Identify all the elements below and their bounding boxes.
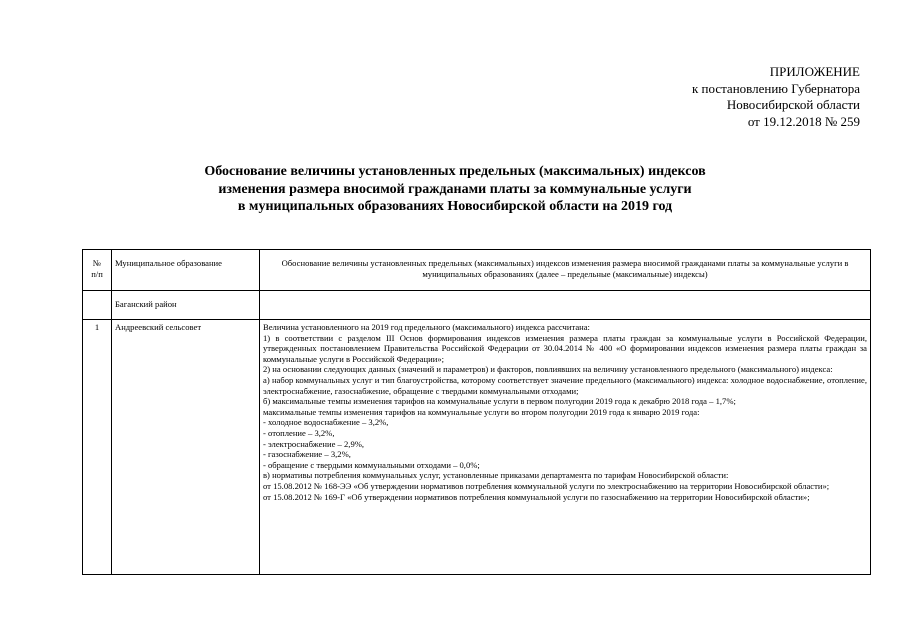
justification-line: - отопление – 3,2%, [263,427,335,438]
appendix-heading: ПРИЛОЖЕНИЕ [769,64,860,79]
justification-line: - газоснабжение – 3,2%, [263,449,351,460]
table-row-district [83,291,871,320]
district-name: Баганский район [112,291,260,320]
district-number-cell [83,291,112,320]
appendix-block [560,64,860,130]
justification-line: - электроснабжение – 2,9%, [263,438,365,449]
document-title [80,163,830,216]
appendix-line: к постановлению Губернатора [691,80,860,96]
justification-line: - обращение с твердыми коммунальными отходами – 0,0%; [263,459,480,470]
justification-line: от 15.08.2012 № 169-Г «Об утверждении нормативов потребления коммунальной услуги по газоснабжению на территории Новосибирской области»; [263,491,810,502]
header-number [83,250,112,291]
header-municipality: Муниципальное образование [112,250,260,291]
row-justification [260,320,871,575]
justification-line: в) нормативы потребления коммунальных услуг, установленные приказами департамента по тарифам Новосибирской области: [263,470,729,481]
row-municipality: Андреевский сельсовет [112,320,260,575]
justification-line: от 15.08.2012 № 168-ЭЭ «Об утверждении нормативов потребления коммунальной услуги по электроснабжению на территории Новосибирской области»; [263,480,830,491]
justification-line: максимальные темпы изменения тарифов на коммунальные услуги во втором полугодии 2019 года к январю 2019 года: [263,406,700,417]
header-number-line: № [92,258,102,268]
justification-line: б) максимальные темпы изменения тарифов на коммунальные услуги в первом полугодии 2019 года к декабрю 2018 года – 1,7%; [263,396,736,407]
title-line: изменения размера вносимой гражданами платы за коммунальные услуги [218,181,692,197]
justification-table [82,249,871,575]
header-justification: Обоснование величины установленных предельных (максимальных) индексов изменения размера вносимой гражданами платы за коммунальные услуги в муниципальных образованиях (далее – предельные (максимальные) индексы) [260,250,871,291]
title-line: в муниципальных образованиях Новосибирской области на 2019 год [237,199,673,214]
justification-line: - холодное водоснабжение – 3,2%, [263,417,389,428]
justification-line: 1) в соответствии с разделом III Основ формирования индексов изменения размера платы граждан за коммунальные услуги в Российской Федерации, утвержденных постановлением Правительства Российской Федерации от 30.04.2014 № 400 «О формировании индексов изменения размера платы граждан за коммунальные услуги в Российской Федерации»; [263,332,867,364]
justification-line: а) набор коммунальных услуг и тип благоустройства, которому соответствует значение предельного (максимального) индекса: холодное водоснабжение, отопление, электроснабжение, газоснабжение, обращение с твердыми коммунальными отходами; [263,374,867,396]
table-row [83,320,871,575]
header-number-line: п/п [91,268,103,279]
appendix-line: Новосибирской области [726,97,860,112]
justification-line: 2) на основании следующих данных (значений и параметров) и факторов, повлиявших на величину установленного предельного (максимального) индекса: [263,364,833,375]
table-header-row [83,250,871,291]
title-line: Обоснование величины установленных предельных (максимальных) индексов [204,164,706,179]
row-number: 1 [83,320,112,575]
district-description-cell [260,291,871,320]
justification-line: Величина установленного на 2019 год предельного (максимального) индекса рассчитана: [263,322,590,332]
appendix-date-number: от 19.12.2018 № 259 [747,113,860,129]
